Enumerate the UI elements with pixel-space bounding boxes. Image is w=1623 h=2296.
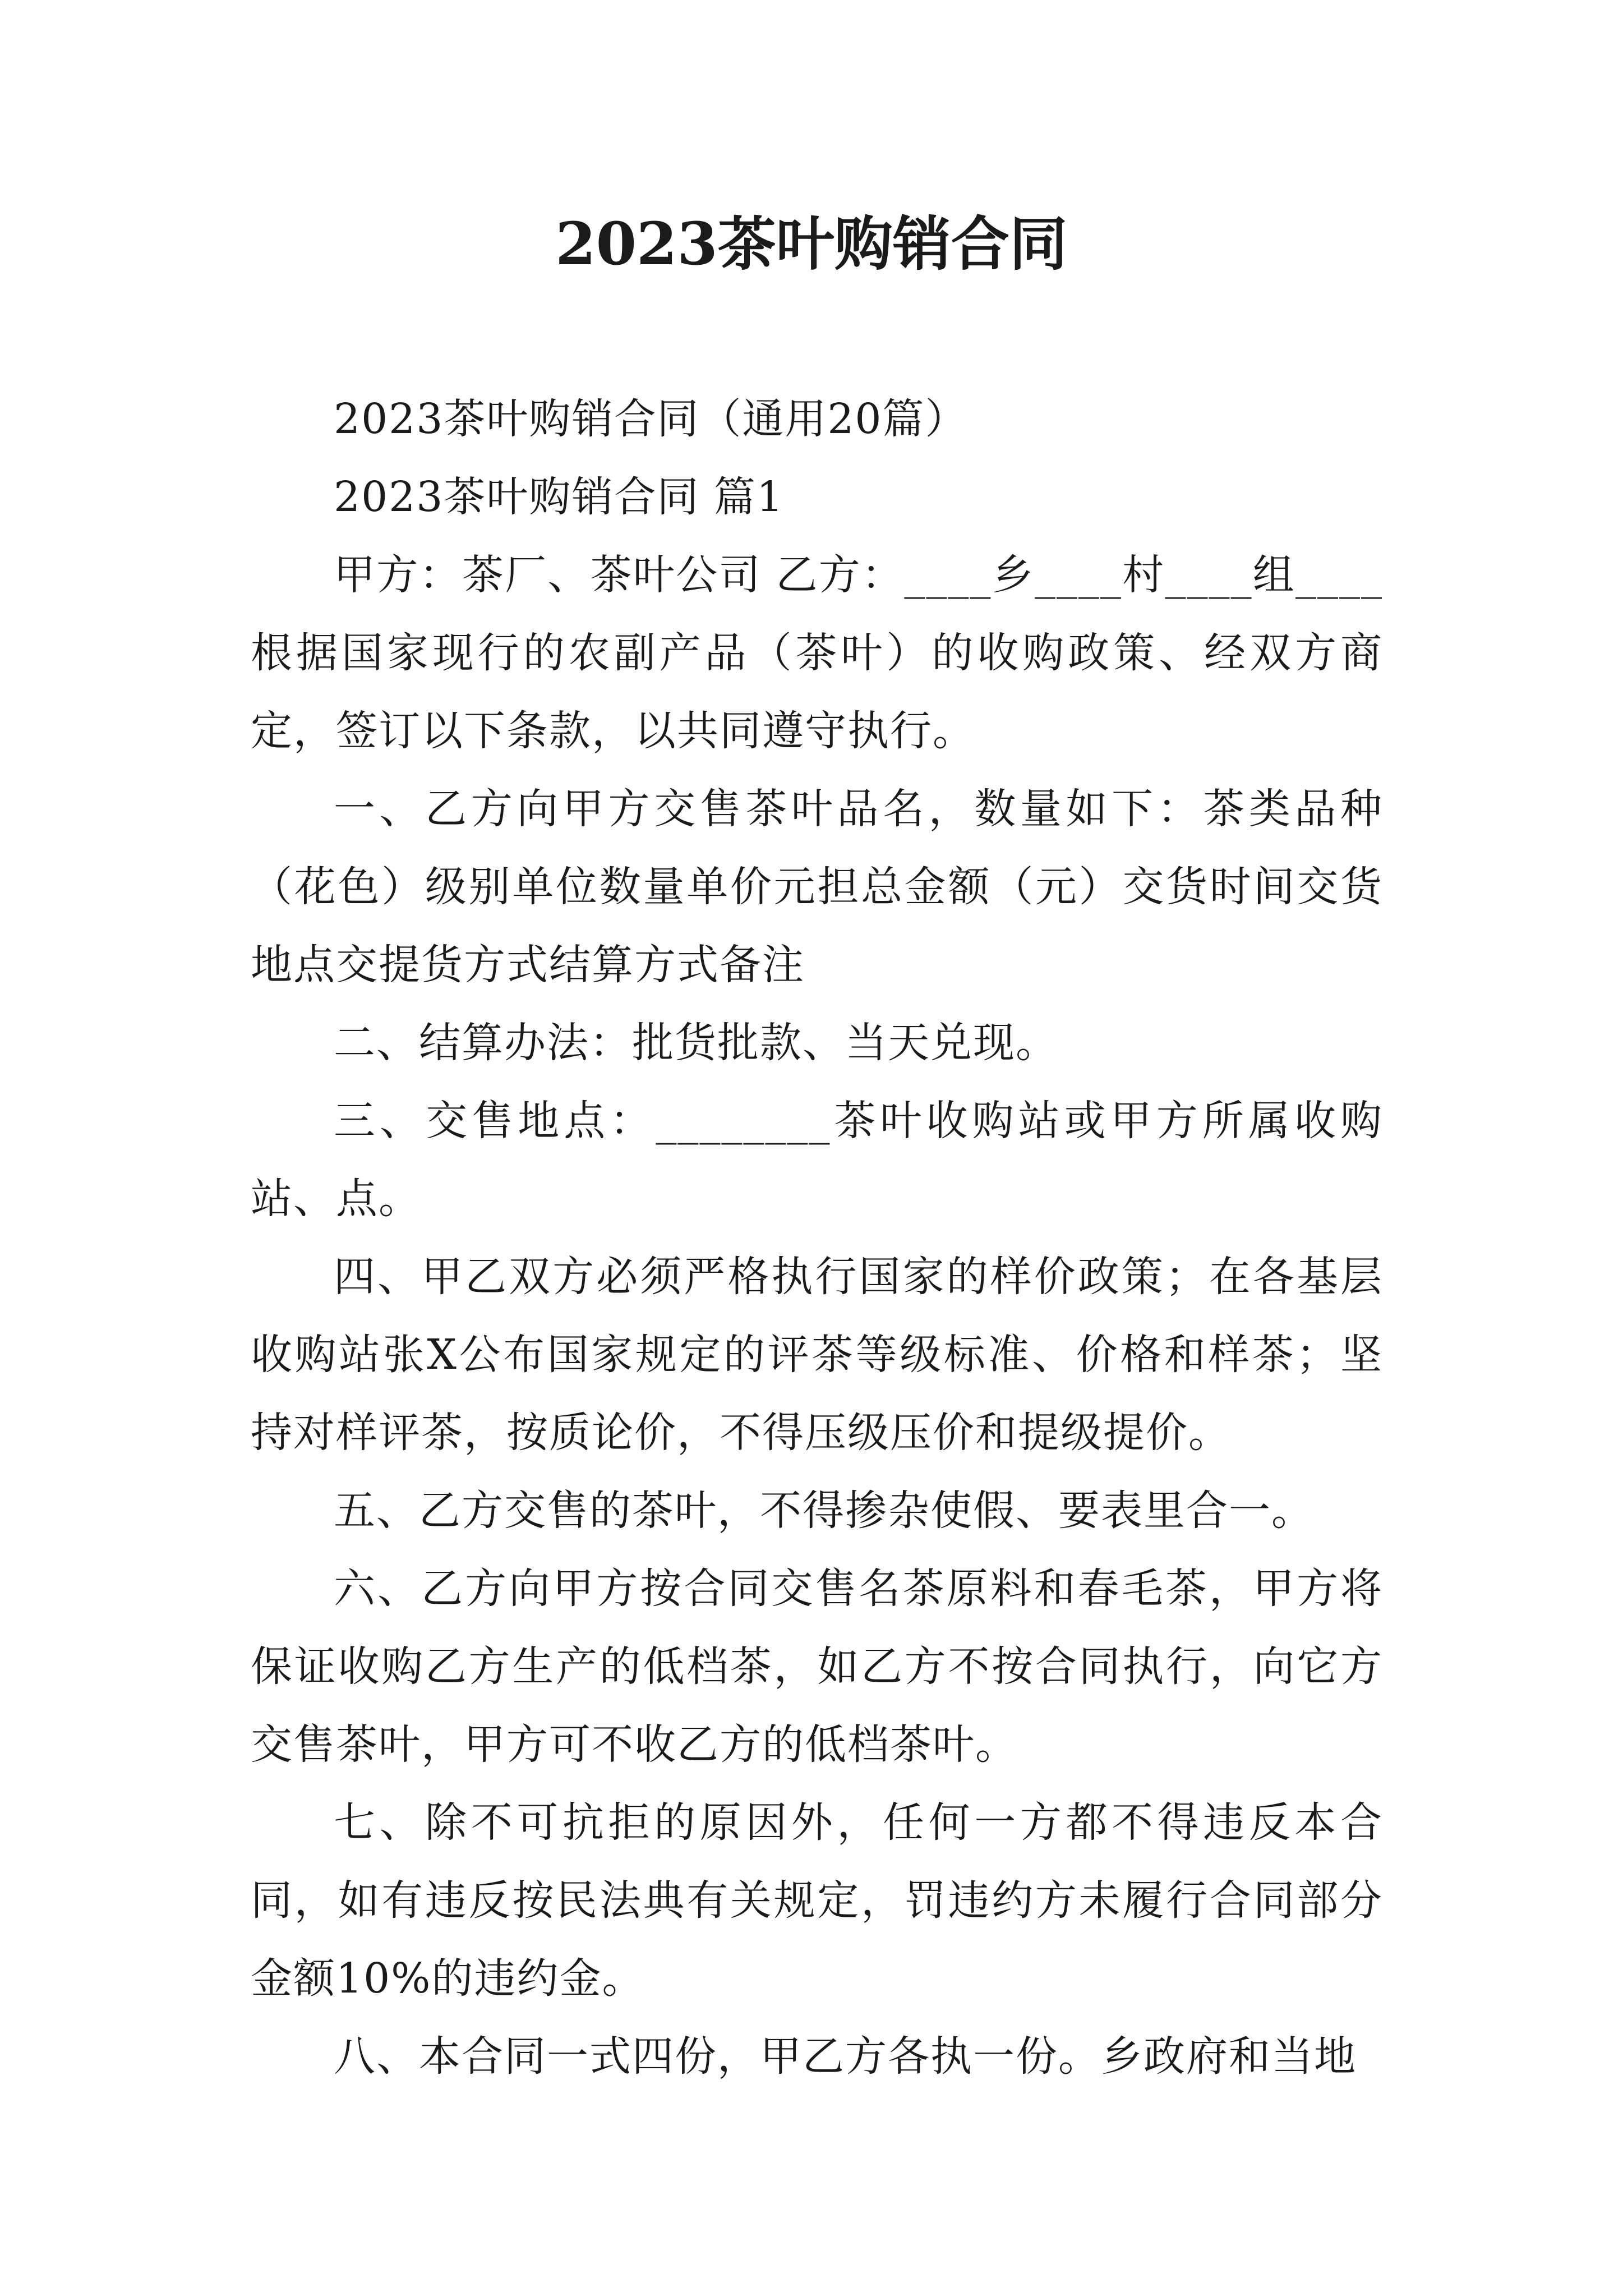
- paragraph-clause-2: 二、结算办法：批货批款、当天兑现。: [334, 1019, 1058, 1067]
- paragraph-parties: 甲方：茶厂、茶叶公司 乙方：____乡____村____组____根据国家现行的农副产品（茶叶）的收购政策、经双方商定，签订以下条款，以共同遵守执行。: [251, 551, 1383, 755]
- document-title: 2023茶叶购销合同: [555, 209, 1068, 278]
- document-body: [251, 380, 1383, 2096]
- paragraph-clause-8: 八、本合同一式四份，甲乙方各执一份。乡政府和当地: [334, 2032, 1357, 2081]
- paragraph-clause-5: 五、乙方交售的茶叶，不得掺杂使假、要表里合一。: [334, 1487, 1314, 1535]
- paragraph-subtitle: 2023茶叶购销合同（通用20篇）: [334, 395, 968, 443]
- paragraph-clause-4: 四、甲乙双方必须严格执行国家的样价政策；在各基层收购站张X公布国家规定的评茶等级标准、价格和样茶；坚持对样评茶，按质论价，不得压级压价和提级提价。: [251, 1253, 1383, 1457]
- paragraph-clause-7: 七、除不可抗拒的原因外，任何一方都不得违反本合同，如有违反按民法典有关规定，罚违约方未履行合同部分金额10%的违约金。: [251, 1798, 1383, 2003]
- paragraph-section-heading: 2023茶叶购销合同 篇1: [334, 473, 784, 521]
- paragraph-clause-3: 三、交售地点：________茶叶收购站或甲方所属收购站、点。: [251, 1097, 1383, 1223]
- paragraph-clause-1: 一、乙方向甲方交售茶叶品名，数量如下：茶类品种（花色）级别单位数量单价元担总金额（元）交货时间交货地点交提货方式结算方式备注: [251, 785, 1383, 989]
- paragraph-clause-6: 六、乙方向甲方按合同交售名茶原料和春毛茶，甲方将保证收购乙方生产的低档茶，如乙方不按合同执行，向它方交售茶叶，甲方可不收乙方的低档茶叶。: [251, 1565, 1383, 1769]
